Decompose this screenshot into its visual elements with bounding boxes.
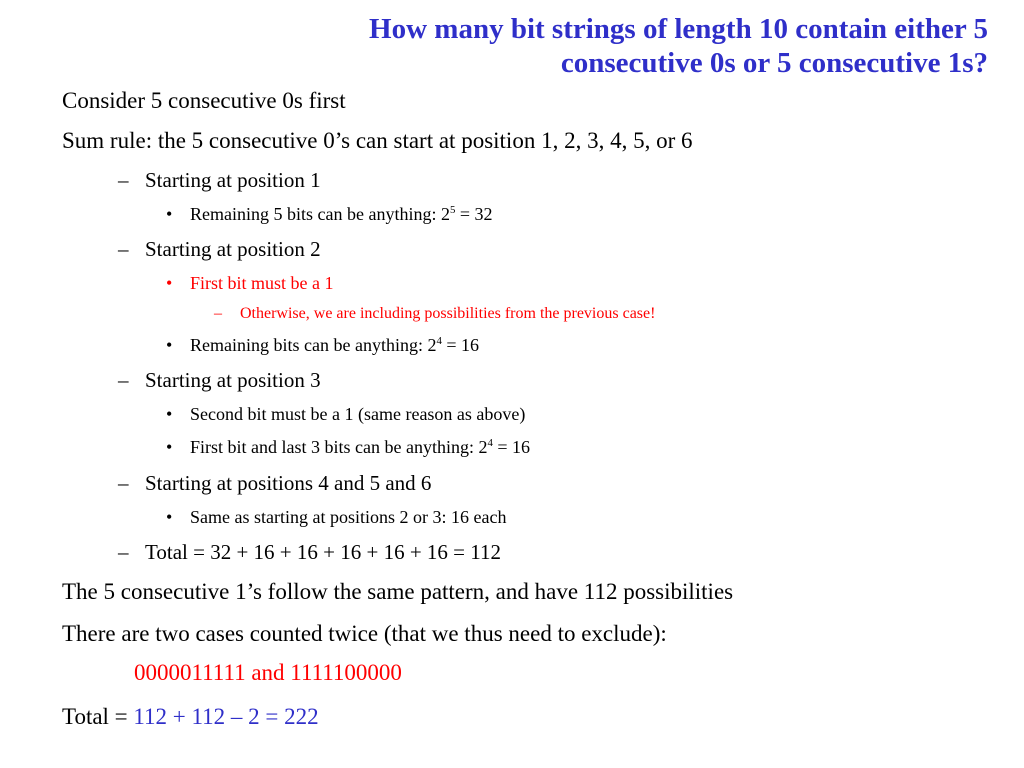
slide-title-line-1: How many bit strings of length 10 contain either 5	[369, 13, 988, 45]
bullet-text: Second bit must be a 1 (same reason as above)	[190, 404, 526, 424]
bullet-text: First bit and last 3 bits can be anything: $2^4 = 16$	[190, 437, 531, 457]
final-total-value: 112 + 112 – 2 = 222	[133, 704, 319, 729]
bullet-text: Remaining bits can be anything: $2^4 = 16$	[190, 335, 480, 355]
sub-bullet-text: Otherwise, we are including possibilities from the previous case!	[240, 305, 656, 322]
double-counted-cases: 0000011111 and 1111100000	[134, 660, 402, 685]
paragraph-ones-pattern: The 5 consecutive 1’s follow the same pattern, and have 112 possibilities	[62, 579, 734, 604]
bullet-text: Same as starting at positions 2 or 3: 16 each	[190, 507, 507, 527]
final-total	[62, 704, 319, 730]
bullet-text: Remaining 5 bits can be anything: $2^5 = 32$	[190, 204, 493, 224]
case-label: Starting at position 2	[145, 237, 321, 261]
bullet-icon: •	[166, 204, 173, 224]
case-label: Starting at position 3	[145, 368, 321, 392]
dash-marker: –	[118, 368, 129, 392]
bullet-icon: •	[166, 273, 173, 293]
dash-marker: –	[118, 168, 129, 192]
paragraph-counted-twice: There are two cases counted twice (that we thus need to exclude):	[62, 621, 667, 646]
case-label: Starting at positions 4 and 5 and 6	[145, 471, 432, 495]
bullet-icon: •	[166, 404, 173, 424]
subtotal-text: Total = 32 + 16 + 16 + 16 + 16 + 16 = 112	[145, 540, 501, 564]
slide-title	[188, 12, 988, 80]
paragraph-consider: Consider 5 consecutive 0s first	[62, 88, 346, 113]
bullet-icon: •	[166, 335, 173, 355]
dash-marker: –	[118, 237, 129, 261]
bullet-icon: •	[166, 437, 173, 457]
paragraph-sum-rule: Sum rule: the 5 consecutive 0’s can start at position 1, 2, 3, 4, 5, or 6	[62, 128, 693, 153]
dash-marker: –	[118, 471, 129, 495]
slide-title-line-2: consecutive 0s or 5 consecutive 1s?	[560, 47, 988, 79]
case-label: Starting at position 1	[145, 168, 321, 192]
bullet-icon: •	[166, 507, 173, 527]
bullet-text: First bit must be a 1	[190, 273, 334, 293]
dash-marker: –	[118, 540, 129, 564]
dash-marker: –	[214, 305, 222, 322]
final-total-label: Total =	[62, 704, 134, 729]
